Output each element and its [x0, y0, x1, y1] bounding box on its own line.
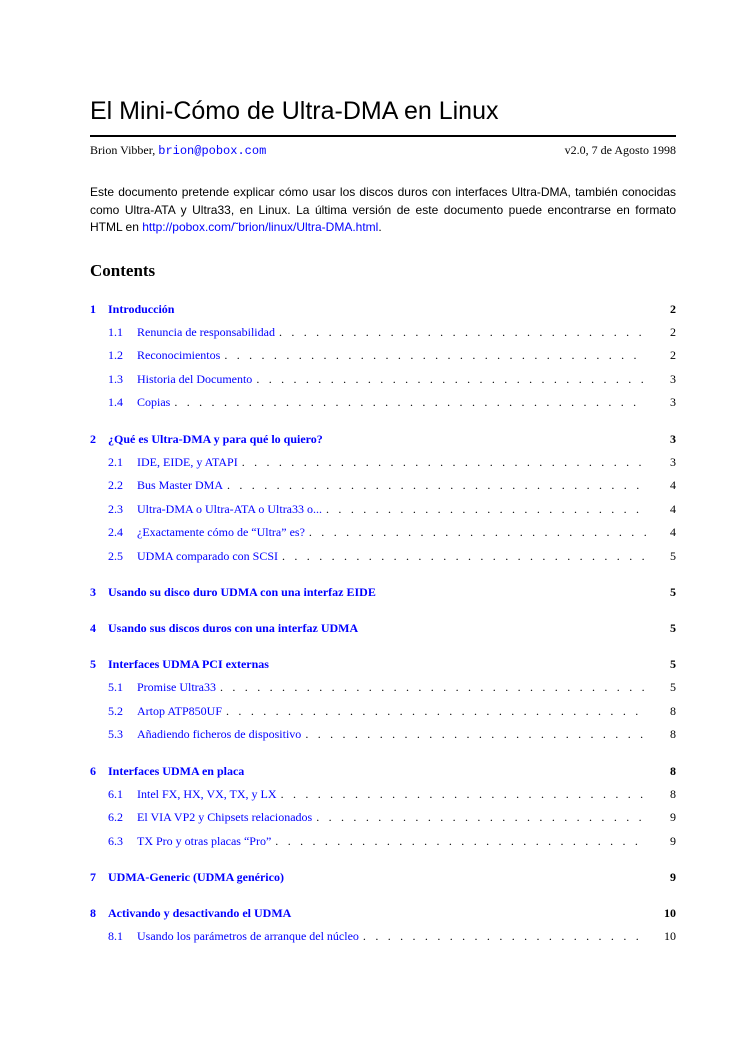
- toc-subsection-number: 1.3: [108, 371, 123, 386]
- toc-section-title[interactable]: UDMA-Generic (UDMA genérico): [108, 870, 284, 884]
- toc-section-page: 5: [670, 657, 676, 671]
- document-version: v2.0, 7 de Agosto 1998: [564, 143, 676, 157]
- toc-subsection-title[interactable]: IDE, EIDE, y ATAPI: [137, 454, 238, 469]
- toc-subsection[interactable]: [90, 806, 676, 830]
- toc-dot-leader: [312, 806, 646, 830]
- toc-subsection[interactable]: [90, 521, 676, 545]
- toc-subsection[interactable]: [90, 451, 676, 475]
- toc-subsection-title[interactable]: ¿Exactamente cómo de “Ultra” es?: [137, 525, 305, 539]
- toc-section-page: 9: [670, 870, 676, 884]
- toc-section-title[interactable]: Introducción: [108, 301, 175, 316]
- document-page: [90, 96, 676, 949]
- toc-section[interactable]: [90, 297, 676, 321]
- toc-subsection[interactable]: [90, 391, 676, 415]
- toc-subsection-number: 6.1: [108, 786, 123, 801]
- toc-section[interactable]: [90, 759, 676, 783]
- toc-dot-leader: [277, 783, 646, 807]
- toc-section[interactable]: [90, 865, 676, 889]
- toc-subsection-number: 1.4: [108, 395, 123, 409]
- toc-subsection-page: 4: [670, 478, 676, 492]
- toc-subsection-number: 2.4: [108, 525, 123, 539]
- toc-dot-leader: [301, 723, 646, 747]
- toc-subsection-number: 8.1: [108, 929, 123, 943]
- toc-subsection-page: 4: [670, 501, 676, 516]
- author-email-link[interactable]: brion@pobox.com: [158, 144, 267, 158]
- toc-subsection[interactable]: [90, 545, 676, 569]
- toc-section[interactable]: [90, 652, 676, 676]
- toc-subsection[interactable]: [90, 368, 676, 392]
- toc-subsection-page: 2: [670, 348, 676, 362]
- toc-section-number: 4: [90, 621, 96, 635]
- contents-heading: Contents: [90, 260, 156, 280]
- toc-subsection-title[interactable]: Copias: [137, 395, 171, 409]
- toc-section-title[interactable]: Interfaces UDMA PCI externas: [108, 657, 269, 671]
- title-rule: [90, 135, 676, 137]
- toc-subsection[interactable]: [90, 321, 676, 345]
- author-name: Brion Vibber,: [90, 143, 156, 157]
- author-line: [90, 143, 676, 158]
- toc-subsection[interactable]: [90, 676, 676, 700]
- abstract-text: Este documento pretende explicar cómo usar los discos duros con interfaces Ultra-DMA, también conocidas como Ultra-ATA y Ultra33, en Linux. La última versión de este documento puede encontrarse en formato HTML en: [90, 185, 676, 234]
- toc-subsection-number: 2.1: [108, 454, 123, 469]
- toc-section[interactable]: [90, 580, 676, 604]
- toc-subsection-number: 6.2: [108, 810, 123, 824]
- toc-subsection-number: 1.1: [108, 324, 123, 339]
- table-of-contents: [90, 297, 676, 949]
- toc-section-number: 7: [90, 870, 96, 884]
- toc-section-page: 10: [664, 906, 676, 920]
- toc-section-title[interactable]: Usando su disco duro UDMA con una interfaz EIDE: [108, 585, 376, 599]
- toc-section-page: 8: [670, 763, 676, 778]
- toc-section-number: 8: [90, 906, 96, 920]
- toc-subsection-title[interactable]: Historia del Documento: [137, 371, 253, 386]
- toc-subsection-page: 8: [670, 703, 676, 718]
- toc-dot-leader: [322, 498, 646, 522]
- toc-dot-leader: [220, 344, 646, 368]
- toc-subsection-title[interactable]: Intel FX, HX, VX, TX, y LX: [137, 786, 277, 801]
- toc-section-title[interactable]: Interfaces UDMA en placa: [108, 763, 245, 778]
- document-title: El Mini-Cómo de Ultra-DMA en Linux: [90, 97, 499, 125]
- toc-subsection-page: 10: [664, 929, 676, 943]
- toc-subsection-number: 5.1: [108, 680, 123, 694]
- toc-section-title[interactable]: ¿Qué es Ultra-DMA y para qué lo quiero?: [108, 431, 323, 446]
- toc-section-page: 5: [670, 585, 676, 599]
- toc-dot-leader: [252, 368, 646, 392]
- toc-subsection-number: 1.2: [108, 348, 123, 362]
- author-block: [90, 143, 266, 158]
- toc-subsection-page: 2: [670, 324, 676, 339]
- toc-section-number: 2: [90, 431, 96, 446]
- toc-dot-leader: [359, 925, 646, 949]
- toc-section-number: 3: [90, 585, 96, 599]
- toc-subsection-title[interactable]: Añadiendo ficheros de dispositivo: [137, 727, 302, 741]
- toc-subsection-page: 8: [670, 786, 676, 801]
- toc-section[interactable]: [90, 901, 676, 925]
- toc-dot-leader: [216, 676, 646, 700]
- toc-subsection[interactable]: [90, 344, 676, 368]
- toc-subsection-page: 3: [670, 454, 676, 469]
- toc-dot-leader: [271, 830, 646, 854]
- toc-dot-leader: [223, 474, 646, 498]
- toc-dot-leader: [275, 321, 646, 345]
- toc-subsection-number: 2.2: [108, 478, 123, 492]
- toc-subsection-page: 9: [670, 810, 676, 824]
- toc-section-number: 5: [90, 657, 96, 671]
- toc-section-number: 6: [90, 763, 96, 778]
- toc-subsection[interactable]: [90, 498, 676, 522]
- toc-section-title[interactable]: Activando y desactivando el UDMA: [108, 906, 292, 920]
- toc-subsection-page: 9: [670, 833, 676, 848]
- toc-section-page: 2: [670, 301, 676, 316]
- toc-subsection[interactable]: [90, 925, 676, 949]
- toc-subsection-number: 2.5: [108, 548, 123, 563]
- toc-subsection[interactable]: [90, 700, 676, 724]
- toc-dot-leader: [222, 700, 646, 724]
- abstract-end: .: [378, 220, 382, 234]
- toc-dot-leader: [170, 391, 646, 415]
- toc-subsection-page: 8: [670, 727, 676, 741]
- toc-subsection-title[interactable]: El VIA VP2 y Chipsets relacionados: [137, 810, 313, 824]
- toc-subsection-title[interactable]: UDMA comparado con SCSI: [137, 548, 278, 563]
- toc-subsection-title[interactable]: Renuncia de responsabilidad: [137, 324, 275, 339]
- toc-section-title[interactable]: Usando sus discos duros con una interfaz UDMA: [108, 621, 359, 635]
- toc-subsection-page: 5: [670, 680, 676, 694]
- toc-subsection-page: 3: [670, 371, 676, 386]
- toc-subsection-page: 4: [670, 525, 676, 539]
- toc-section-page: 5: [670, 621, 676, 635]
- toc-subsection[interactable]: [90, 783, 676, 807]
- toc-subsection[interactable]: [90, 830, 676, 854]
- toc-subsection[interactable]: [90, 474, 676, 498]
- toc-subsection[interactable]: [90, 723, 676, 747]
- toc-dot-leader: [305, 521, 646, 545]
- toc-dot-leader: [238, 451, 646, 475]
- toc-subsection-title[interactable]: Promise Ultra33: [137, 680, 216, 694]
- toc-subsection-page: 5: [670, 548, 676, 563]
- toc-subsection-number: 2.3: [108, 501, 123, 516]
- toc-subsection-number: 5.2: [108, 703, 123, 718]
- toc-subsection-number: 5.3: [108, 727, 123, 741]
- toc-subsection-number: 6.3: [108, 833, 123, 848]
- toc-subsection-page: 3: [670, 395, 676, 409]
- toc-subsection-title[interactable]: Ultra-DMA o Ultra-ATA o Ultra33 o...: [137, 501, 323, 516]
- toc-dot-leader: [278, 545, 646, 569]
- toc-subsection-title[interactable]: TX Pro y otras placas “Pro”: [137, 833, 272, 848]
- toc-section[interactable]: [90, 427, 676, 451]
- abstract: [90, 184, 676, 237]
- toc-subsection-title[interactable]: Artop ATP850UF: [137, 703, 223, 718]
- toc-subsection-title[interactable]: Reconocimientos: [137, 348, 221, 362]
- toc-section-page: 3: [670, 431, 676, 446]
- toc-subsection-title[interactable]: Usando los parámetros de arranque del núcleo: [137, 929, 359, 943]
- toc-section-number: 1: [90, 301, 96, 316]
- toc-section[interactable]: [90, 616, 676, 640]
- abstract-link[interactable]: http://pobox.com/˜brion/linux/Ultra-DMA.html: [142, 220, 379, 234]
- toc-subsection-title[interactable]: Bus Master DMA: [137, 478, 223, 492]
